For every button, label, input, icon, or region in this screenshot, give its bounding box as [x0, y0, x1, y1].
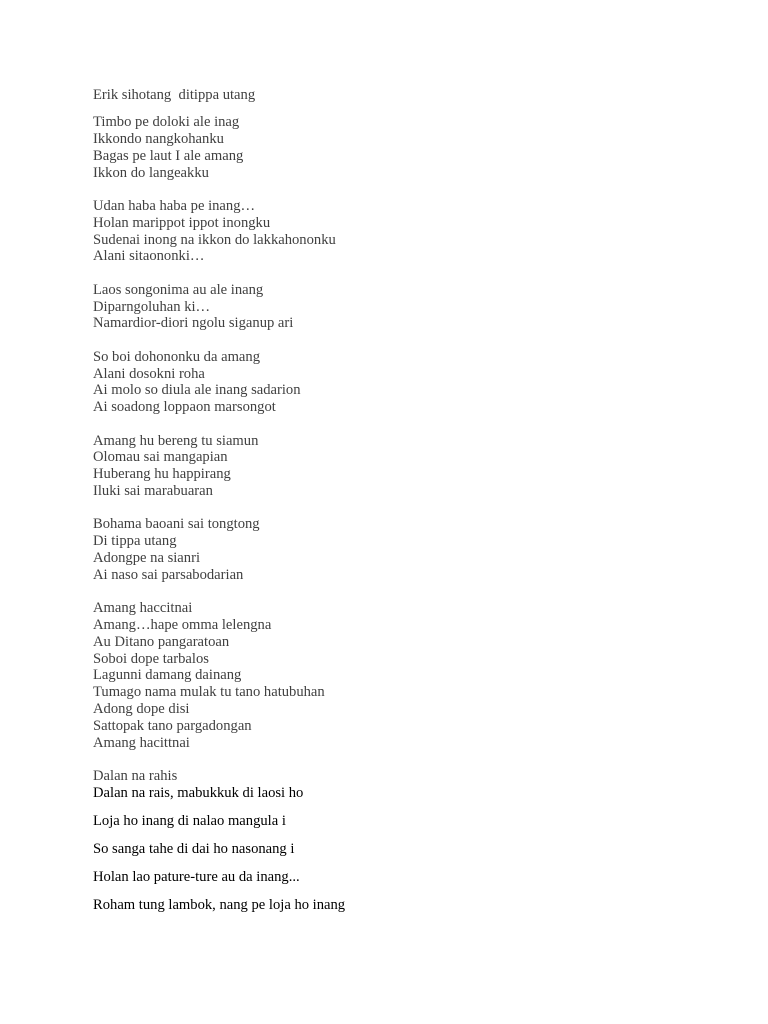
stanza-5 [93, 433, 713, 500]
poem-line: Namardior-diori ngolu siganup ari [93, 315, 294, 332]
poem-line: Bagas pe laut I ale amang [93, 147, 244, 164]
stanza-6 [93, 516, 713, 583]
stanza-1 [93, 114, 713, 181]
poem-line: Au Ditano pangaratoan [93, 633, 230, 650]
poem-line: Dalan na rais, mabukkuk di laosi ho [93, 784, 304, 801]
poem-line: Alani dosokni roha [93, 365, 205, 382]
poem-line: Ikkondo nangkohanku [93, 131, 224, 148]
poem-line: Amang hacittnai [93, 734, 190, 751]
poem-line: Adong dope disi [93, 700, 190, 717]
poem-line: Lagunni damang dainang [93, 667, 242, 684]
poem-line: Amang haccitnai [93, 600, 193, 617]
stanza-8 [93, 768, 713, 802]
poem-line: Amang…hape omma lelengna [93, 616, 272, 633]
poem-line: Soboi dope tarbalos [93, 650, 209, 667]
poem-line: Olomau sai mangapian [93, 449, 228, 466]
paragraph-line: Roham tung lambok, nang pe loja ho inang [93, 896, 346, 913]
poem-line: Huberang hu happirang [93, 466, 231, 483]
poem-line: Ai soadong loppaon marsongot [93, 399, 276, 416]
poem-line: Iluki sai marabuaran [93, 483, 213, 500]
paragraph-line: Loja ho inang di nalao mangula i [93, 812, 286, 829]
poem-line: Amang hu bereng tu siamun [93, 432, 259, 449]
poem-line: Adongpe na sianri [93, 550, 200, 566]
poem-line: Sudenai inong na ikkon do lakkahononku [93, 231, 336, 248]
poem-line: Di tippa utang [93, 533, 177, 550]
poem-line: Udan haba haba pe inang… [93, 198, 256, 215]
poem-line: Sattopak tano pargadongan [93, 717, 252, 734]
poem-body [93, 87, 713, 925]
paragraph-line: So sanga tahe di dai ho nasonang i [93, 840, 295, 857]
poem-line: Diparngoluhan ki… [93, 298, 211, 315]
poem-line: Bohama baoani sai tongtong [93, 516, 260, 533]
poem-line: Ikkon do langeakku [93, 164, 209, 181]
poem-line: Ai naso sai parsabodarian [93, 566, 244, 583]
poem-line: Dalan na rahis [93, 767, 178, 784]
poem-line: Alani sitaononki… [93, 248, 205, 265]
paragraph-spacer [93, 802, 713, 813]
stanza-7 [93, 600, 713, 751]
poem-title: Erik sihotang ditippa utang [93, 87, 256, 103]
paragraph-line: Holan lao pature-ture au da inang... [93, 868, 300, 885]
poem-line: So boi dohononku da amang [93, 348, 261, 365]
poem-line: Ai molo so diula ale inang sadarion [93, 382, 301, 399]
poem-line: Laos songonima au ale inang [93, 281, 264, 298]
stanza-3 [93, 282, 713, 332]
poem-line: Holan marippot ippot inongku [93, 214, 271, 231]
poem-line: Tumago nama mulak tu tano hatubuhan [93, 684, 325, 701]
stanza-4 [93, 349, 713, 416]
stanza-2 [93, 198, 713, 265]
poem-line: Timbo pe doloki ale inag [93, 114, 240, 131]
